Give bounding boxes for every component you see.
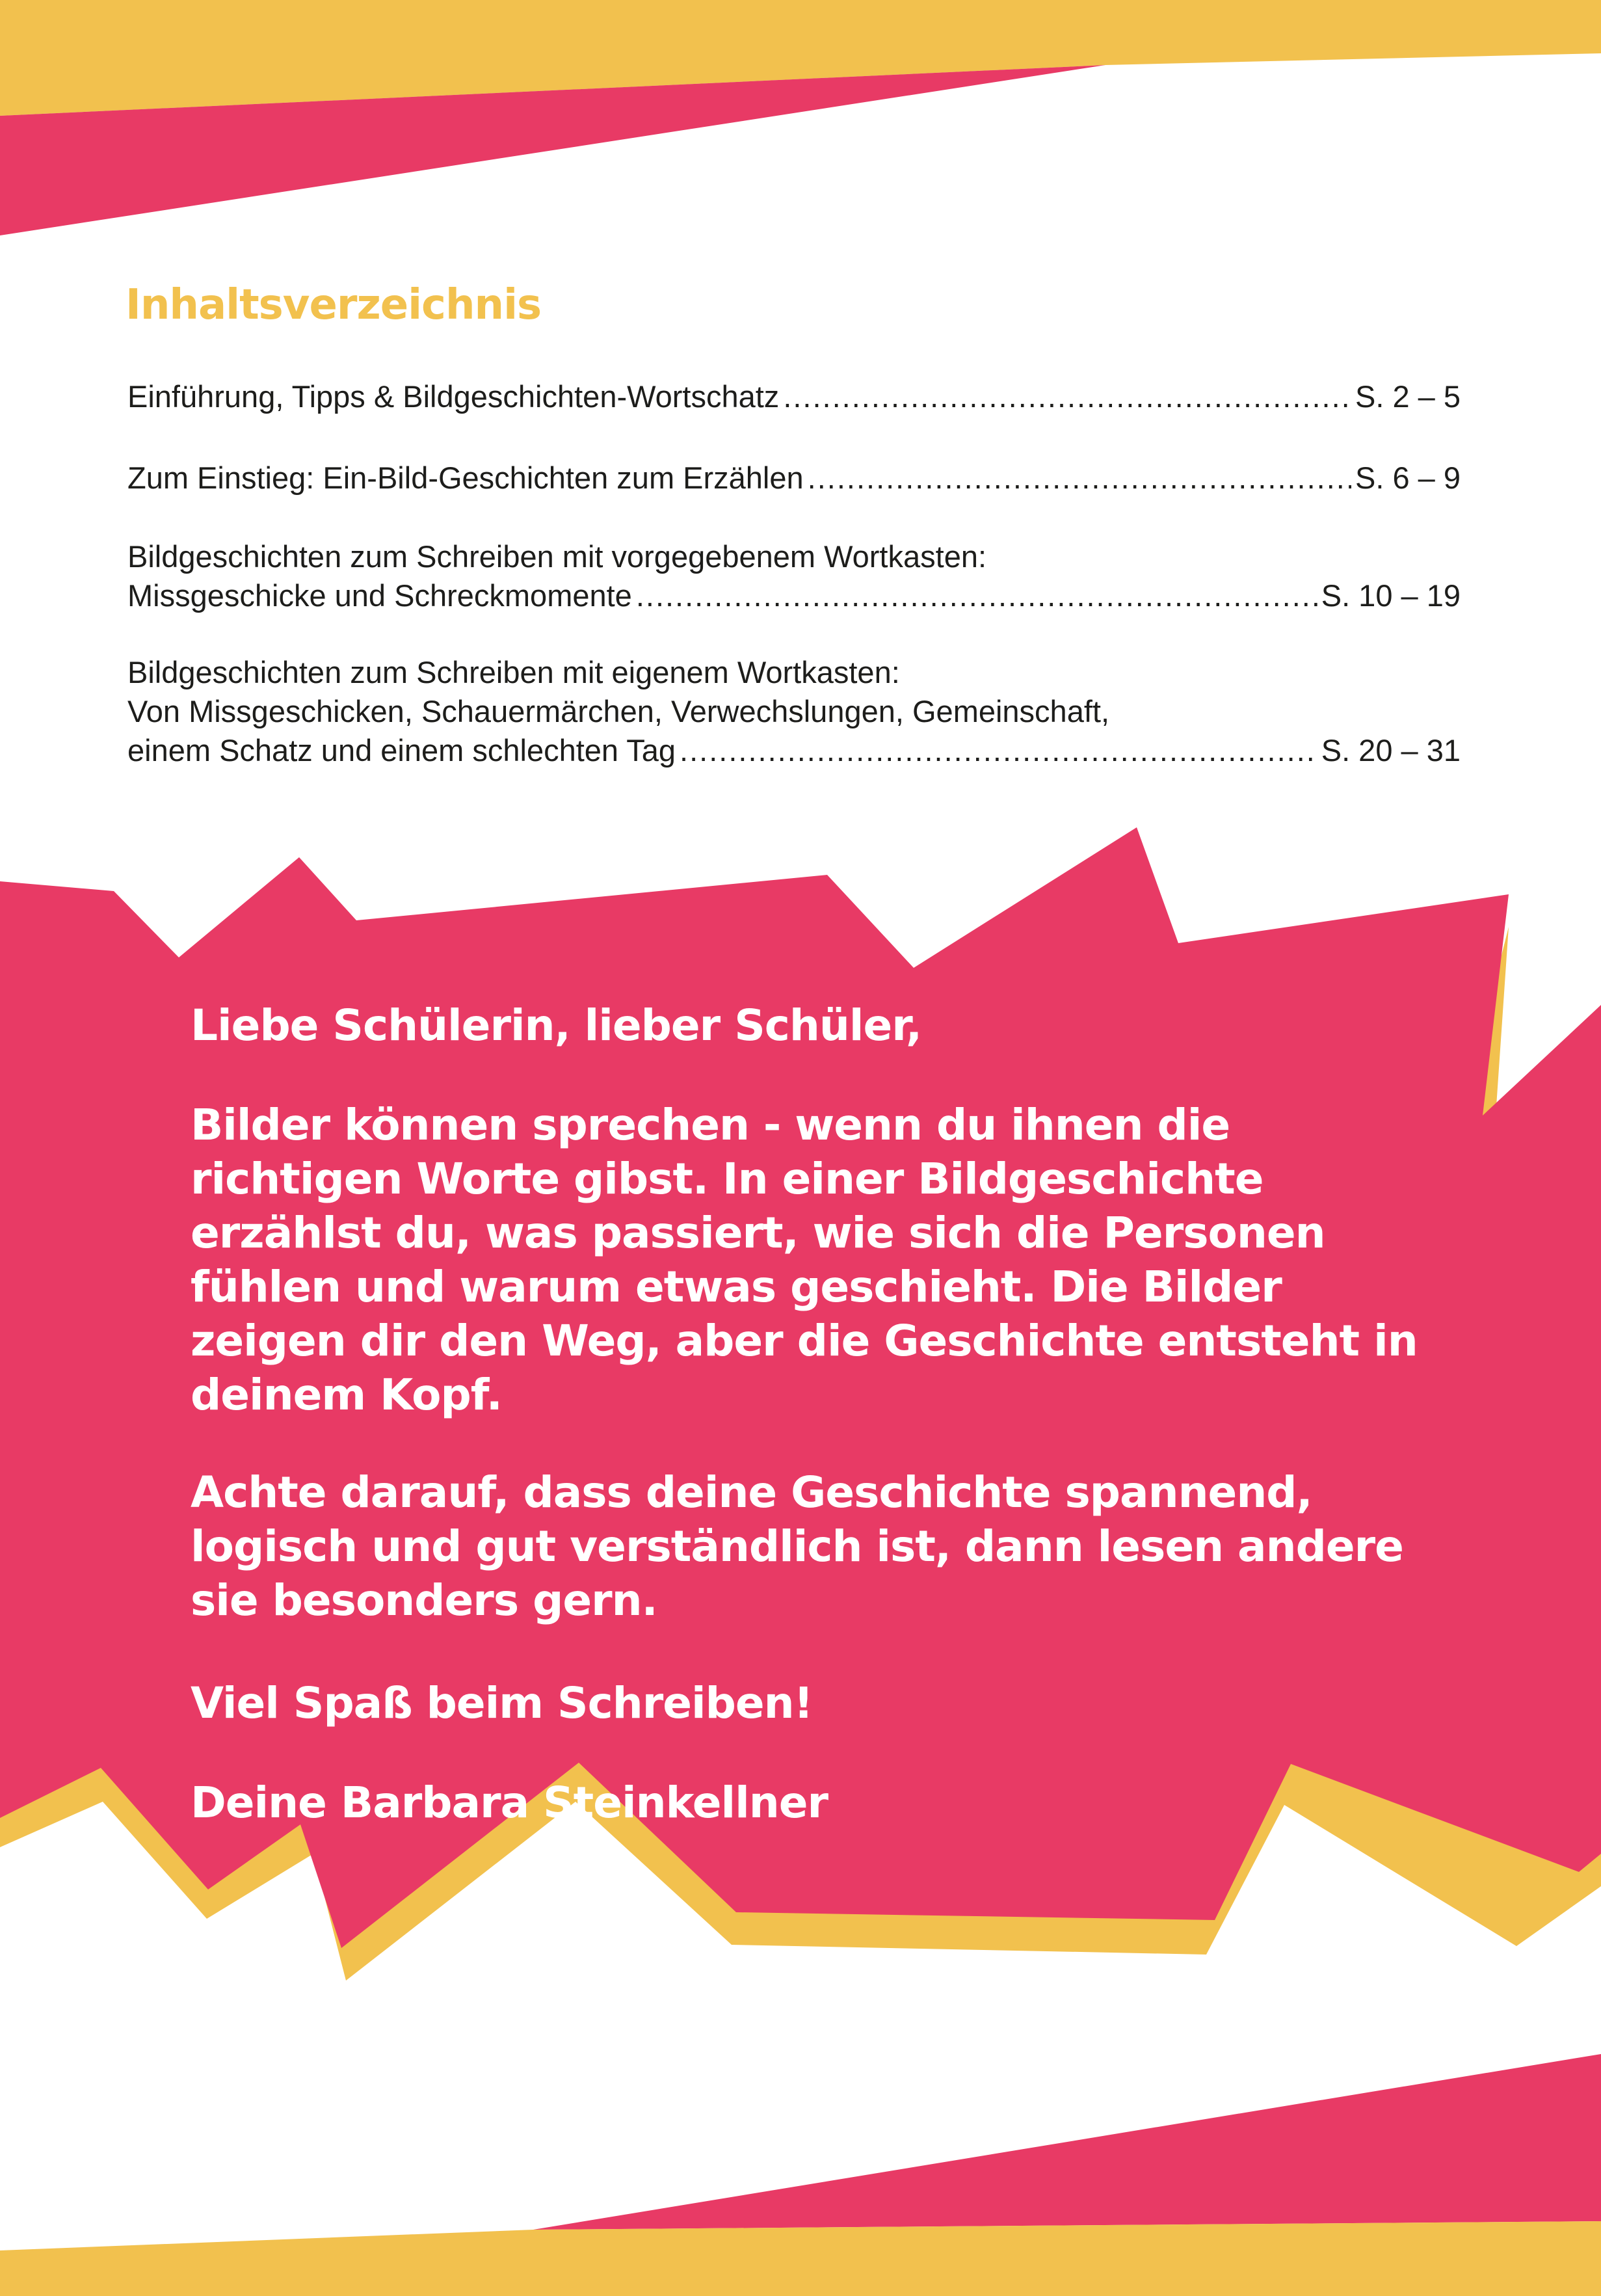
toc-title: Inhaltsverzeichnis bbox=[126, 281, 542, 329]
toc-entry bbox=[127, 537, 1461, 615]
bottom-pink-band bbox=[533, 2054, 1601, 2230]
toc-entry-text: Bildgeschichten zum Schreiben mit vorgegebenem Wortkasten: bbox=[127, 539, 987, 574]
toc-entry-line bbox=[127, 459, 1461, 498]
toc-entry-line bbox=[127, 576, 1461, 615]
toc-entry-label: einem Schatz und einem schlechten Tag bbox=[127, 733, 676, 768]
letter-paragraph: Bilder können sprechen - wenn du ihnen die richtigen Worte gibst. In einer Bildgeschichte erzählst du, was passiert, wie sich die Personen fühlen und warum etwas geschieht. Die Bilder zeigen dir den Weg, aber die Geschichte entsteht in deinem Kopf. bbox=[191, 1100, 1418, 1420]
bottom-yellow-band bbox=[0, 2221, 1601, 2296]
letter-paragraph: Achte darauf, dass deine Geschichte spannend, logisch und gut verständlich ist, dann lesen andere sie besonders gern. bbox=[191, 1467, 1403, 1625]
toc-dot-leader bbox=[680, 731, 1317, 770]
toc-entry-line bbox=[127, 731, 1461, 770]
table-of-contents bbox=[127, 0, 1461, 813]
welcome-letter bbox=[191, 998, 1426, 1830]
letter-greeting: Liebe Schülerin, lieber Schüler, bbox=[191, 1000, 922, 1050]
toc-entry-label: Zum Einstieg: Ein-Bild-Geschichten zum Erzählen bbox=[127, 461, 804, 495]
toc-entry-page: S. 10 – 19 bbox=[1321, 578, 1461, 613]
toc-entry bbox=[127, 377, 1461, 416]
toc-entry-label: Einführung, Tipps & Bildgeschichten-Wortschatz bbox=[127, 379, 780, 414]
toc-dot-leader bbox=[783, 377, 1351, 416]
toc-entry-text: Von Missgeschicken, Schauermärchen, Verwechslungen, Gemeinschaft, bbox=[127, 694, 1110, 728]
toc-entry-text: Bildgeschichten zum Schreiben mit eigenem Wortkasten: bbox=[127, 655, 900, 689]
toc-entry-page: S. 6 – 9 bbox=[1355, 461, 1461, 495]
toc-entry-line bbox=[127, 377, 1461, 416]
toc-entry-label: Missgeschicke und Schreckmomente bbox=[127, 578, 632, 613]
letter-closing: Viel Spaß beim Schreiben! bbox=[191, 1678, 813, 1728]
toc-entry-page: S. 20 – 31 bbox=[1321, 733, 1461, 768]
toc-entry bbox=[127, 459, 1461, 498]
toc-entry bbox=[127, 653, 1461, 770]
toc-dot-leader bbox=[636, 576, 1317, 615]
letter-signature: Deine Barbara Steinkellner bbox=[191, 1778, 828, 1828]
toc-dot-leader bbox=[808, 459, 1351, 498]
toc-entry-page: S. 2 – 5 bbox=[1355, 379, 1461, 414]
